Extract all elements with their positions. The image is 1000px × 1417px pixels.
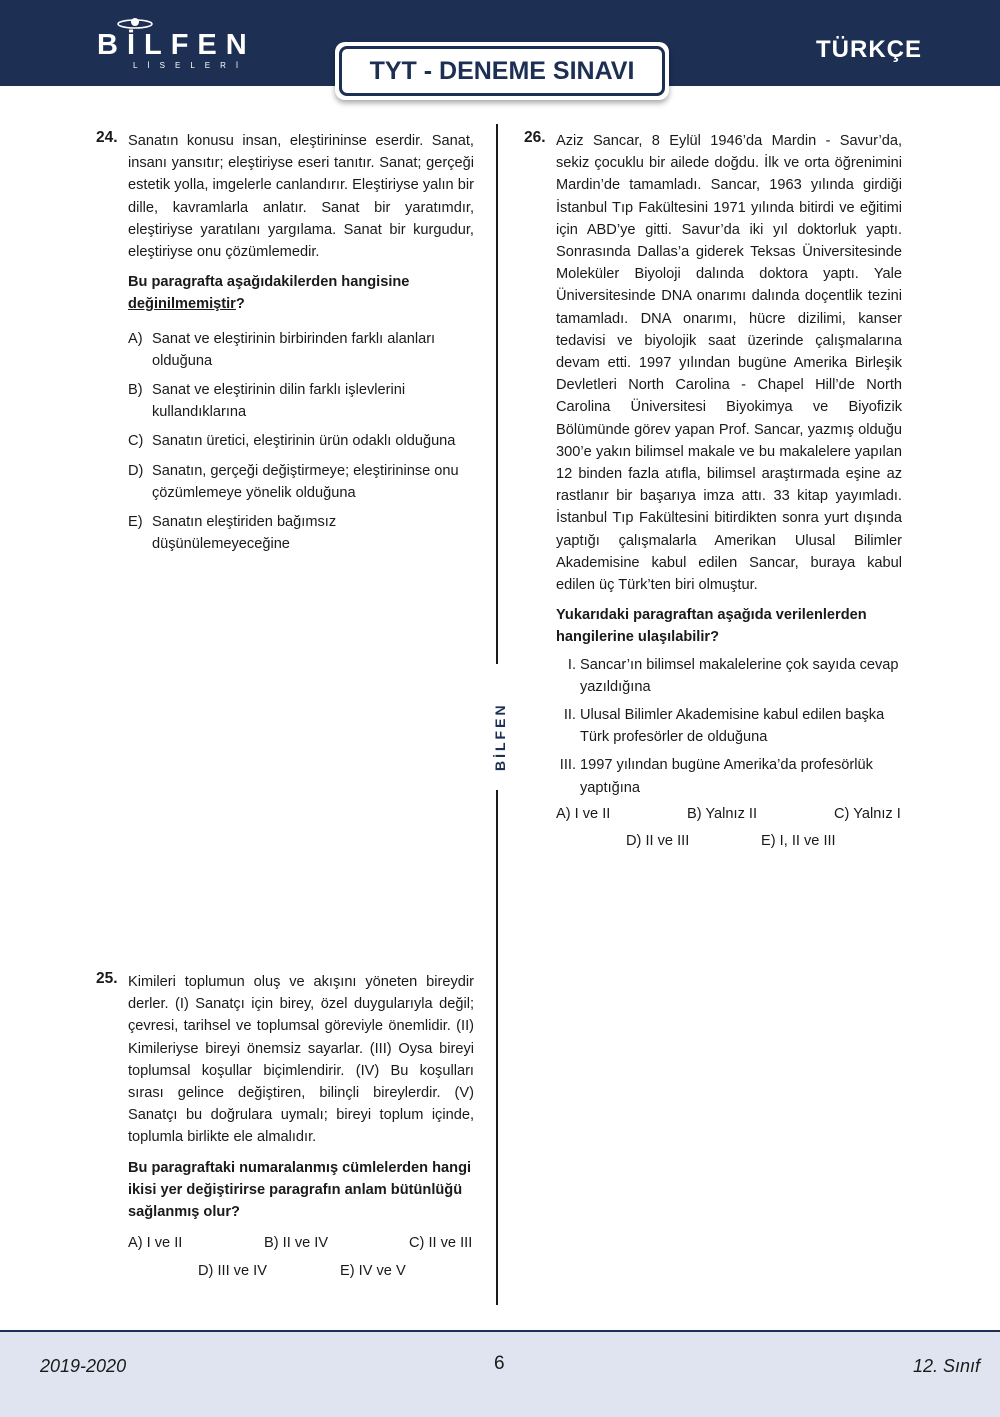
question-prompt: Bu paragraftaki numaralanmış cümlelerden hangi ikisi yer değiştirirse paragrafın anlam bütünlüğü sağlanmış olur? xyxy=(128,1159,472,1221)
bilfen-logo xyxy=(97,30,256,72)
question-prompt: Bu paragrafta aşağıdakilerden hangisine değinilmemiştir? xyxy=(128,274,410,313)
question-paragraph: Aziz Sancar, 8 Eylül 1946’da Mardin - Savur’da, sekiz çocuklu bir ailede doğdu. İlk ve orta öğrenimini Mardin’de tamamladı. Sancar, 1963 yılında girdiği İstanbul Tıp Fakültesini 1971 yılında bitirdi ve eğitimi için ABD’ye gitti. Savur’da iki yıl doktorluk yaptı. Sonrasında Dallas’a giderek Teksas Üniversitesinde Moleküler Biyoloji dalında doktora yaptı. Yale Üniversitesinde DNA onarımı dalında doçentlik tezini tamamladı. DNA onarımı, hücre dizilimi, kanser tedavisi ve biyolojik saat üzerinde çalışmalarına devam etti. 1997 yılından bugüne Amerika Birleşik Devletleri North Carolina - Chapel Hill’de North Carolina Üniversitesi Biyokimya ve Biyofizik Bölümünde görev yapan Prof. Sancar, yazmış olduğu 300’e yakın bilimsel makale ve bu makalelere yapılan 12 binden fazla atıfla, bilimsel araştırmada eşine az rastlanır bir başarıya imza attı. 33 kitap yayımladı. İstanbul Tıp Fakültesini bitirdikten sonra yurt dışında yaptığı çalışmalarla Amerikan Ulusal Bilimler Akademisine kabul edilen Sancar, buraya kabul edilen üç Türk’ten biri olmuştur. xyxy=(556,133,902,594)
option-e[interactable]: E) I, II ve III xyxy=(761,833,836,849)
option-a[interactable]: A) I ve II xyxy=(128,1235,183,1251)
page-number: 6 xyxy=(494,1353,505,1374)
subject-title: TÜRKÇE xyxy=(816,36,922,63)
column-divider xyxy=(496,790,498,1305)
statement-iii: III. 1997 yılından bugüne Amerika’da profesörlük yaptığına xyxy=(559,757,873,796)
school-year: 2019-2020 xyxy=(40,1356,127,1376)
option-b[interactable]: B) II ve IV xyxy=(264,1235,329,1251)
statement-i: I. Sancar’ın bilimsel makalelerine çok sayıda cevap yazıldığına xyxy=(567,656,899,695)
answer-options xyxy=(128,328,474,556)
statement-ii: II. Ulusal Bilimler Akademisine kabul edilen başka Türk profesörler de olduğuna xyxy=(563,707,885,746)
question-paragraph: Kimileri toplumun oluş ve akışını yöneten bireydir derler. (I) Sanatçı için birey, özel duygularıyla değil; çevresi, tarihsel ve toplumsal göreviyle önemlidir. (II) Kimileriyse bireyi önemsiz sayarlar. (III) Oysa bireyi toplumsal koşullar biçimlendirir. (IV) Bu koşulları sırası gelince değiştiren, bilinçli bireylerdir. (V) Sanatçı bu doğrulara uymalı; bireyi toplum içinde, toplumla birlikte ele almalıdır. xyxy=(128,974,474,1146)
question-paragraph: Sanatın konusu insan, eleştirininse eserdir. Sanat, insanı yansıtır; eleştiriyse eseri tanıtır. Sanat; gerçeği estetik yolla, imgelerle canlandırır. Eleştiriyse yalın bir dille, kavramlarla anlatır. Sanat bir yaratımdır, eleştiriyse yaratılanı yargılama. Sanat bir kurgudur, eleştiriyse onu çözümlemedir. xyxy=(128,133,474,261)
option-a[interactable]: A) I ve II xyxy=(556,806,611,822)
orbit-icon xyxy=(115,16,155,30)
page-footer xyxy=(0,1330,1000,1417)
emphasis: değinilmemiştir xyxy=(128,296,236,313)
exam-title-box xyxy=(335,42,669,100)
option-b[interactable]: B) Yalnız II xyxy=(687,806,758,822)
question-number: 25. xyxy=(96,970,118,987)
side-logo-text: BİLFEN xyxy=(492,702,508,771)
question-25 xyxy=(128,971,474,1223)
option-e[interactable]: E) Sanatın eleştiriden bağımsız düşünülemeyeceğine xyxy=(128,514,337,553)
option-d[interactable]: D) III ve IV xyxy=(198,1263,267,1279)
logo-subtext: LİSELERİ xyxy=(133,61,249,70)
question-number: 24. xyxy=(96,129,118,146)
option-b[interactable]: B) Sanat ve eleştirinin dilin farklı işlevlerini kullandıklarına xyxy=(128,382,406,421)
option-c[interactable]: C) Yalnız I xyxy=(834,806,901,822)
logo-text: BİLFEN xyxy=(97,29,256,61)
grade-level: 12. Sınıf xyxy=(912,1356,980,1376)
option-d[interactable]: D) II ve III xyxy=(626,833,690,849)
question-24 xyxy=(128,130,474,555)
question-prompt: Yukarıdaki paragraftan aşağıda verilenlerden hangilerine ulaşılabilir? xyxy=(556,607,867,646)
option-c[interactable]: C) Sanatın üretici, eleştirinin ürün odaklı olduğuna xyxy=(128,433,456,450)
bilfen-vertical-logo xyxy=(486,683,510,773)
question-number: 26. xyxy=(524,129,546,146)
option-a[interactable]: A) Sanat ve eleştirinin birbirinden farklı alanları olduğuna xyxy=(128,330,436,369)
option-d[interactable]: D) Sanatın, gerçeği değiştirmeye; eleştirininse onu çözümlemeye yönelik olduğuna xyxy=(128,462,459,501)
exam-title: TYT - DENEME SINAVI xyxy=(339,46,665,96)
statement-list xyxy=(556,654,902,799)
column-divider xyxy=(496,124,498,664)
option-c[interactable]: C) II ve III xyxy=(409,1235,473,1251)
option-e[interactable]: E) IV ve V xyxy=(340,1263,406,1279)
question-26 xyxy=(556,130,902,799)
